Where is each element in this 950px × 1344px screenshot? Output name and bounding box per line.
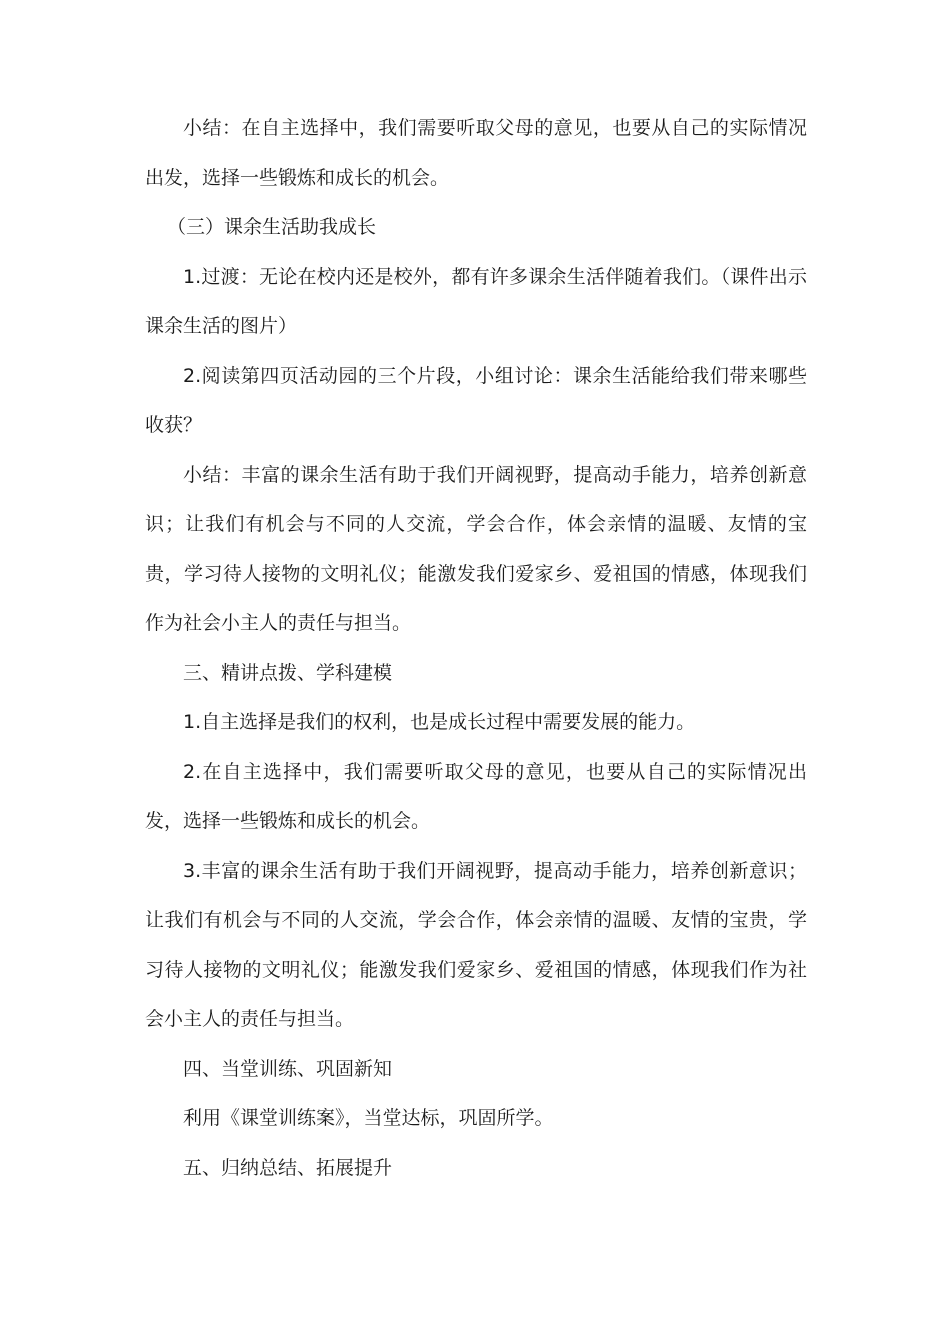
summary-paragraph-1: 小结：在自主选择中，我们需要听取父母的意见，也要从自己的实际情况出发，选择一些锻炼和成长的机会。 bbox=[145, 117, 807, 189]
point-2-paragraph: 2.在自主选择中，我们需要听取父母的意见，也要从自己的实际情况出发，选择一些锻炼和成长的机会。 bbox=[145, 760, 807, 832]
section-heading-3: （三）课余生活助我成长 bbox=[167, 216, 377, 238]
reading-discussion-paragraph: 2.阅读第四页活动园的三个片段，小组讨论：课余生活能给我们带来哪些收获？ bbox=[145, 364, 807, 436]
section-heading-summary: 五、归纳总结、拓展提升 bbox=[183, 1156, 393, 1179]
summary-paragraph-2: 小结：丰富的课余生活有助于我们开阔视野，提高动手能力，培养创新意识；让我们有机会与不同的人交流，学会合作，体会亲情的温暖、友情的宝贵，学习待人接物的文明礼仪；能激发我们爱家乡、爱祖国的情感，体现我们作为社会小主人的责任与担当。 bbox=[145, 463, 807, 634]
point-1-paragraph: 1.自主选择是我们的权利，也是成长过程中需要发展的能力。 bbox=[183, 711, 696, 733]
point-3-paragraph: 3.丰富的课余生活有助于我们开阔视野，提高动手能力，培养创新意识；让我们有机会与不同的人交流，学会合作，体会亲情的温暖、友情的宝贵，学习待人接物的文明礼仪；能激发我们爱家乡、爱祖国的情感，体现我们作为社会小主人的责任与担当。 bbox=[145, 859, 807, 1030]
transition-paragraph: 1.过渡：无论在校内还是校外，都有许多课余生活伴随着我们。（课件出示课余生活的图片） bbox=[145, 265, 807, 337]
section-heading-training: 四、当堂训练、巩固新知 bbox=[183, 1057, 393, 1080]
document-body bbox=[145, 104, 807, 1193]
section-heading-modeling: 三、精讲点拨、学科建模 bbox=[183, 661, 393, 684]
training-paragraph: 利用《课堂训练案》，当堂达标，巩固所学。 bbox=[183, 1107, 554, 1129]
